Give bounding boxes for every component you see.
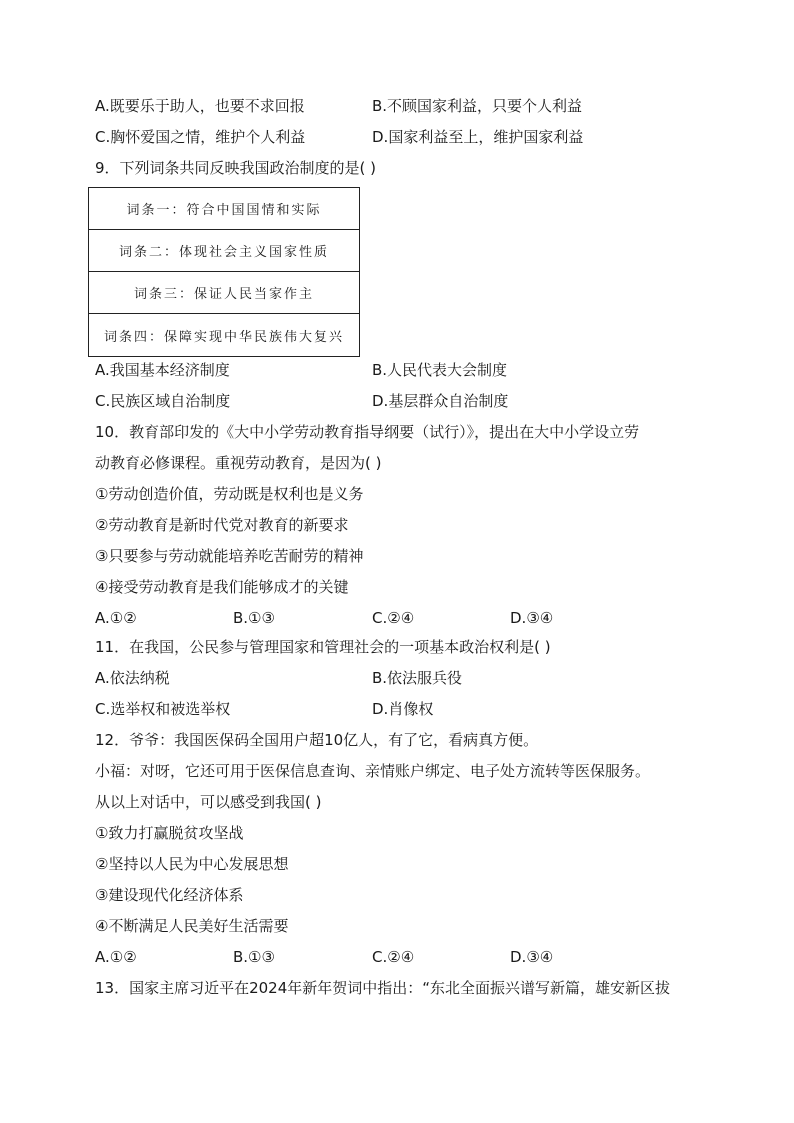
q10-item-4: ④接受劳动教育是我们能够成才的关键 xyxy=(95,578,349,596)
q9-option-a: A.我国基本经济制度 xyxy=(95,361,230,379)
q10-option-b: B.①③ xyxy=(233,609,275,627)
q8-option-d: D.国家利益至上，维护国家利益 xyxy=(372,128,584,146)
q10-stem-line2: 动教育必修课程。重视劳动教育，是因为( ) xyxy=(95,454,382,472)
q12-stem-line1: 12．爷爷：我国医保码全国用户超10亿人，有了它，看病真方便。 xyxy=(95,731,539,749)
q12-item-3: ③建设现代化经济体系 xyxy=(95,886,244,904)
q11-option-a: A.依法纳税 xyxy=(95,669,170,687)
q9-option-d: D.基层群众自治制度 xyxy=(372,392,509,410)
q11-option-c: C.选举权和被选举权 xyxy=(95,700,231,718)
q8-option-c: C.胸怀爱国之情，维护个人利益 xyxy=(95,128,306,146)
q9-entry-3: 词条三：保证人民当家作主 xyxy=(89,272,359,314)
q10-option-c: C.②④ xyxy=(372,609,415,627)
q13-stem-line1: 13．国家主席习近平在2024年新年贺词中指出：“东北全面振兴谱写新篇，雄安新区拔 xyxy=(95,979,671,997)
q12-option-a: A.①② xyxy=(95,948,137,966)
q12-option-d: D.③④ xyxy=(510,948,554,966)
q8-option-b: B.不顾国家利益，只要个人利益 xyxy=(372,97,583,115)
q9-option-c: C.民族区域自治制度 xyxy=(95,392,231,410)
q11-option-d: D.肖像权 xyxy=(372,700,434,718)
q11-option-b: B.依法服兵役 xyxy=(372,669,463,687)
q8-option-a: A.既要乐于助人，也要不求回报 xyxy=(95,97,305,115)
q10-stem-line1: 10．教育部印发的《大中小学劳动教育指导纲要（试行）》，提出在大中小学设立劳 xyxy=(95,423,640,441)
q9-entry-1: 词条一：符合中国国情和实际 xyxy=(89,188,359,230)
q9-entry-2: 词条二：体现社会主义国家性质 xyxy=(89,230,359,272)
q12-option-b: B.①③ xyxy=(233,948,275,966)
q10-item-3: ③只要参与劳动就能培养吃苦耐劳的精神 xyxy=(95,547,364,565)
q9-stem: 9．下列词条共同反映我国政治制度的是( ) xyxy=(95,159,377,177)
q12-stem-line2: 小福：对呀，它还可用于医保信息查询、亲情账户绑定、电子处方流转等医保服务。 xyxy=(95,762,651,780)
q12-item-2: ②坚持以人民为中心发展思想 xyxy=(95,855,289,873)
q10-item-2: ②劳动教育是新时代党对教育的新要求 xyxy=(95,516,349,534)
q10-item-1: ①劳动创造价值，劳动既是权利也是义务 xyxy=(95,485,364,503)
q9-entry-table xyxy=(88,187,360,357)
q12-stem-line3: 从以上对话中，可以感受到我国( ) xyxy=(95,793,322,811)
q12-item-4: ④不断满足人民美好生活需要 xyxy=(95,917,289,935)
q10-option-a: A.①② xyxy=(95,609,137,627)
q9-option-b: B.人民代表大会制度 xyxy=(372,361,508,379)
q11-stem: 11．在我国，公民参与管理国家和管理社会的一项基本政治权利是( ) xyxy=(95,638,551,656)
q9-entry-4: 词条四：保障实现中华民族伟大复兴 xyxy=(103,329,344,345)
q12-item-1: ①致力打赢脱贫攻坚战 xyxy=(95,824,244,842)
q10-option-d: D.③④ xyxy=(510,609,554,627)
q12-option-c: C.②④ xyxy=(372,948,415,966)
